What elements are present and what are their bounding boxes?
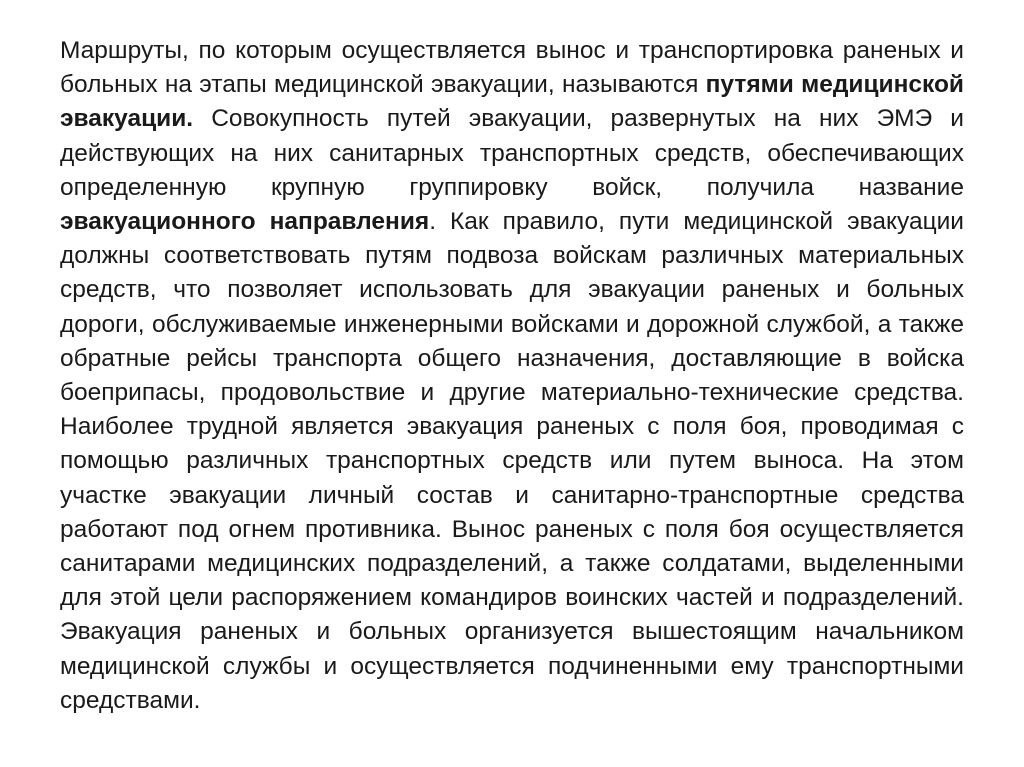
text-segment-1: Маршруты, по которым осуществляется вынос и транспортировка раненых и больных на этапы медицинской эвакуации, называются (60, 37, 964, 99)
text-segment-2: Совокупность путей эвакуации, развернутых на них ЭМЭ и действующих на них санитарных транспортных средств, обеспечивающих определенную крупную группировку войск, получила название (60, 105, 964, 201)
term-evacuation-routes: путями медицинской эвакуации. (60, 71, 964, 133)
text-segment-3: . Как правило, пути медицинской эвакуации должны соответствовать путям подвоза войскам различных материальных средств, что позволяет использовать для эвакуации раненых и больных дороги, обслуживаемые инженерными войсками и дорожной службой, а также обратные рейсы транспорта общего назначения, доставляющие в войска боеприпасы, продовольствие и другие материально-технические средства. Наиболее трудной является эвакуация раненых с поля боя, проводимая с помощью различных транспортных средств или путем выноса. На этом участке эвакуации личный состав и санитарно-транспортные средства работают под огнем противника. Вынос раненых с поля боя осуществляется санитарами медицинских подразделений, а также солдатами, выделенными для этой цели распоряжением командиров воинских частей и подразделений. Эвакуация раненых и больных организуется вышестоящим начальником медицинской службы и осуществляется подчиненными ему транспортными средствами. (60, 208, 964, 714)
body-paragraph (60, 34, 964, 718)
term-evacuation-direction: эвакуационного направления (60, 208, 430, 236)
